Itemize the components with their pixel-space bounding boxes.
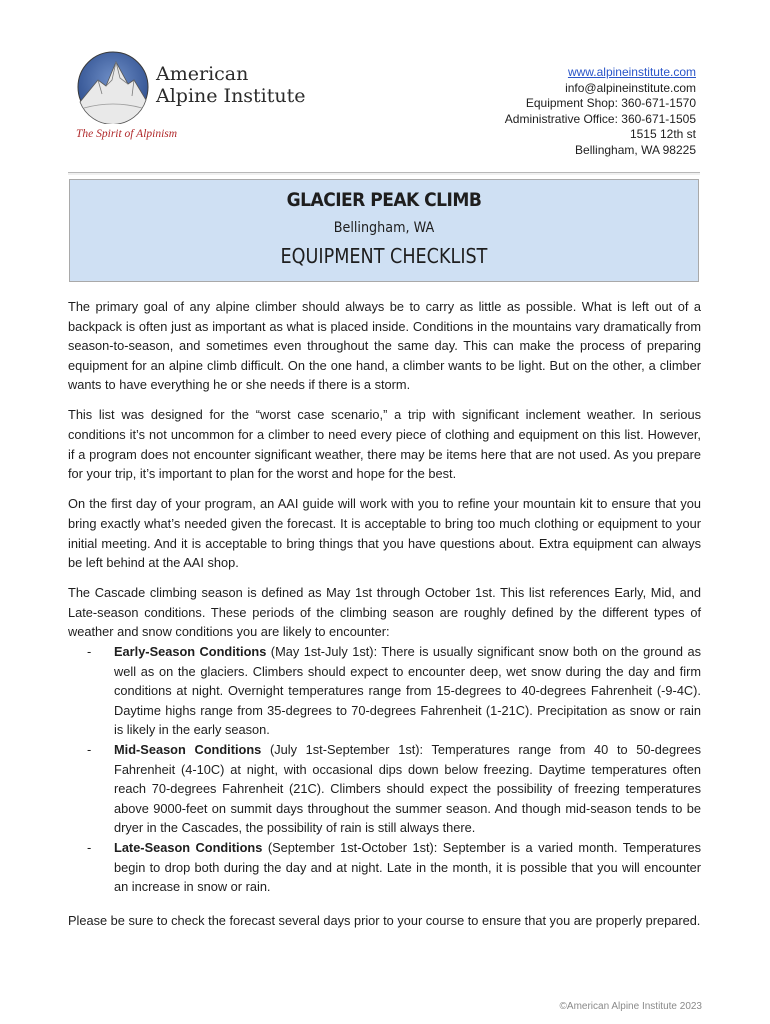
list-item (68, 642, 701, 740)
mountain-logo-icon (76, 50, 150, 124)
email-text: info@alpineinstitute.com (565, 80, 696, 95)
paragraph-2: This list was designed for the “worst case scenario,” a trip with significant inclement weather. In serious conditions it’s not uncommon for a climber to need every piece of clothing and equipment on this list. However, if a program does not encounter significant weather, there may be items here that are not used. As you prepare for your trip, it’s important to plan for the worst and hope for the best. (68, 407, 701, 482)
season-description: (July 1st-September 1st): Temperatures range from 40 to 50-degrees Fahrenheit (4-10C) at night, with occasional dips down below freezing. Daytime temperatures often reach 70-degrees Fahrenheit (21C). Climbers should expect the possibility of freezing temperatures above 9000-feet on summit days throughout the summer season. And though mid-season tends to be dryer in the Cascades, the possibility of rain is still always there. (114, 741, 702, 836)
list-dash: - (87, 741, 92, 757)
city-address: Bellingham, WA 98225 (575, 142, 696, 157)
aai-logo (76, 50, 306, 145)
paragraph-5: Please be sure to check the forecast several days prior to your course to ensure that you are properly prepared. (68, 912, 701, 928)
street-address: 1515 12th st (629, 127, 696, 142)
website-link[interactable]: www.alpineinstitute.com (567, 65, 696, 79)
checklist-heading: EQUIPMENT CHECKLIST (280, 244, 488, 268)
body-content (68, 297, 701, 941)
copyright-footer: ©American Alpine Institute 2023 (559, 1001, 702, 1012)
season-description: (September 1st-October 1st): September is a varied month. Temperatures begin to drop both during the day and at night. Late in the month, it is possible that you will encounter an increase in snow or rain. (114, 839, 701, 895)
location-text: Bellingham, WA (333, 220, 435, 236)
logo-line-1: American (156, 63, 249, 85)
logo-line-2: Alpine Institute (156, 85, 306, 107)
title-box (69, 179, 699, 282)
season-name: Late-Season Conditions (114, 839, 263, 855)
page-title: GLACIER PEAK CLIMB (286, 189, 482, 211)
season-name: Early-Season Conditions (114, 644, 267, 659)
paragraph-4: The Cascade climbing season is defined as May 1st through October 1st. This list references Early, Mid, and Late-season conditions. These periods of the climbing season are roughly defined by the different types of weather and snow conditions you are likely to encounter: (68, 585, 701, 640)
tagline: The Spirit of Alpinism (76, 128, 178, 140)
list-dash: - (87, 839, 92, 855)
office-phone: Administrative Office: 360-671-1505 (504, 111, 696, 126)
list-dash: - (87, 644, 92, 659)
shop-phone: Equipment Shop: 360-671-1570 (525, 96, 696, 111)
header-divider (68, 172, 700, 173)
season-name: Mid-Season Conditions (114, 741, 262, 757)
contact-info (505, 65, 696, 159)
list-item (68, 838, 701, 897)
paragraph-3: On the first day of your program, an AAI guide will work with you to refine your mountain kit to ensure that you bring exactly what’s needed given the forecast. It is acceptable to bring too much clothing or equipment to your initial meeting. And it is acceptable to bring things that you have questions about. Extra equipment can always be left behind at the AAI shop. (68, 496, 701, 571)
logo-wordmark (156, 63, 306, 107)
paragraph-1: The primary goal of any alpine climber should always be to carry as little as possible. What is left out of a backpack is often just as important as what is placed inside. Conditions in the mountains vary dramatically from season-to-season, and sometimes even throughout the same day. This can make the process of preparing equipment for an alpine climb difficult. On the one hand, a climber wants to be light. But on the other, a climber wants to have everything he or she needs if there is a storm. (68, 299, 701, 393)
season-description: (May 1st-July 1st): There is usually significant snow both on the ground as well as on the glaciers. Climbers should expect to encounter deep, wet snow during the day and firm conditions at night. Overnight temperatures range from 15-degrees to 40-degrees Fahrenheit (-9-4C). Daytime highs range from 35-degrees to 70-degrees Fahrenheit (1-21C). Precipitation as snow or rain is likely in the early season. (114, 644, 701, 738)
list-item (68, 740, 701, 838)
season-list (68, 642, 701, 897)
